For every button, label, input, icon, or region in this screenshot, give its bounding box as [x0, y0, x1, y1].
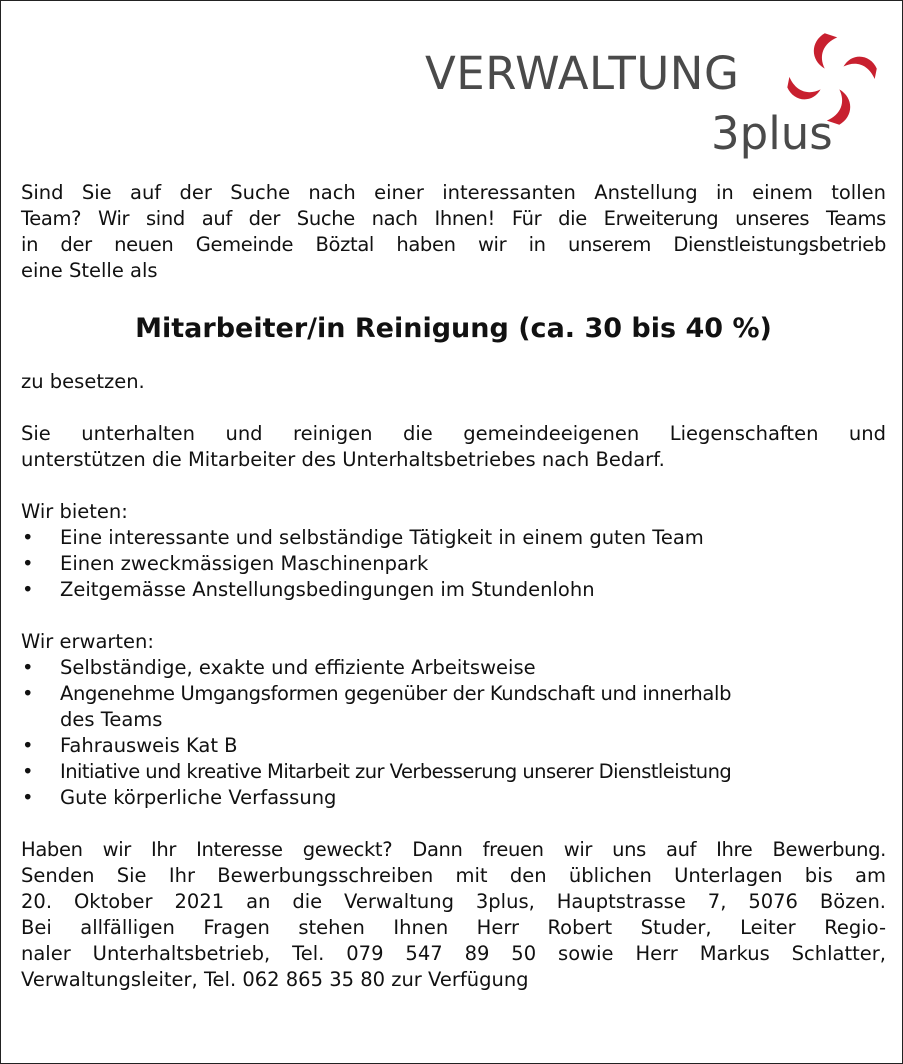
bullet-icon: •: [22, 552, 34, 575]
offer-heading: Wir bieten:: [21, 500, 128, 523]
list-item: [21, 551, 886, 577]
logo-wordmark: VERWALTUNG: [425, 47, 740, 100]
description-line-1: Sie unterhalten und reinigen die gemeindeeigenen Liegenschaften und: [21, 422, 886, 445]
intro-line-2: Team? Wir sind auf der Suche nach Ihnen! Für die Erweiterung unseres Teams: [21, 207, 886, 230]
list-item-continuation: [21, 707, 886, 733]
expect-item-text: Gute körperliche Verfassung: [60, 786, 337, 809]
list-item: [21, 681, 886, 707]
list-item: [21, 577, 886, 603]
expect-item-text: Initiative und kreative Mitarbeit zur Verbesserung unserer Dienstleistung: [60, 760, 732, 783]
offer-list: [21, 525, 886, 603]
intro-line-1: Sind Sie auf der Suche nach einer interessanten Anstellung in einem tollen: [21, 181, 886, 204]
expect-item-text: Angenehme Umgangsformen gegenüber der Kundschaft und innerhalb: [60, 682, 732, 705]
offer-item-text: Eine interessante und selbständige Tätigkeit in einem guten Team: [60, 526, 704, 549]
closing-line-2: Senden Sie Ihr Bewerbungsschreiben mit den üblichen Unterlagen bis am: [21, 864, 886, 887]
ad-body: [21, 180, 886, 993]
expect-item-text: Fahrausweis Kat B: [60, 734, 238, 757]
list-item: [21, 655, 886, 681]
logo-swirl-icon: [779, 27, 883, 131]
logo: [421, 23, 886, 163]
bullet-icon: •: [22, 786, 34, 809]
list-item: [21, 759, 886, 785]
expect-list: [21, 655, 886, 811]
closing-line-6: Verwaltungsleiter, Tel. 062 865 35 80 zur Verfügung: [21, 968, 529, 991]
closing-line-4: Bei allfälligen Fragen stehen Ihnen Herr Robert Studer, Leiter Regio-: [21, 916, 886, 939]
zu-besetzen-text: zu besetzen.: [21, 370, 145, 393]
job-title: Mitarbeiter/in Reinigung (ca. 30 bis 40 %): [135, 313, 772, 344]
offer-item-text: Einen zweckmässigen Maschinenpark: [60, 552, 429, 575]
closing-line-5: naler Unterhaltsbetrieb, Tel. 079 547 89 50 sowie Herr Markus Schlatter,: [21, 942, 886, 965]
bullet-icon: •: [22, 526, 34, 549]
list-item: [21, 733, 886, 759]
bullet-icon: •: [22, 760, 33, 783]
bullet-icon: •: [22, 578, 34, 601]
list-item: [21, 785, 886, 811]
bullet-icon: •: [22, 682, 34, 705]
expect-item-text: Selbständige, exakte und effiziente Arbeitsweise: [60, 656, 536, 679]
closing-line-1: Haben wir Ihr Interesse geweckt? Dann freuen wir uns auf Ihre Bewerbung.: [21, 838, 886, 861]
bullet-icon: •: [22, 656, 34, 679]
intro-line-4: eine Stelle als: [21, 259, 158, 282]
intro-line-3: in der neuen Gemeinde Böztal haben wir in unserem Dienstleistungsbetrieb: [21, 233, 886, 256]
offer-item-text: Zeitgemässe Anstellungsbedingungen im Stundenlohn: [60, 578, 595, 601]
expect-item-text: des Teams: [60, 708, 163, 731]
logo-subtitle: 3plus: [711, 107, 833, 160]
list-item: [21, 525, 886, 551]
expect-heading: Wir erwarten:: [21, 630, 154, 653]
closing-line-3: 20. Oktober 2021 an die Verwaltung 3plus, Hauptstrasse 7, 5076 Bözen.: [21, 890, 886, 913]
bullet-icon: •: [22, 734, 34, 757]
description-line-2: unterstützen die Mitarbeiter des Unterhaltsbetriebes nach Bedarf.: [21, 448, 665, 471]
